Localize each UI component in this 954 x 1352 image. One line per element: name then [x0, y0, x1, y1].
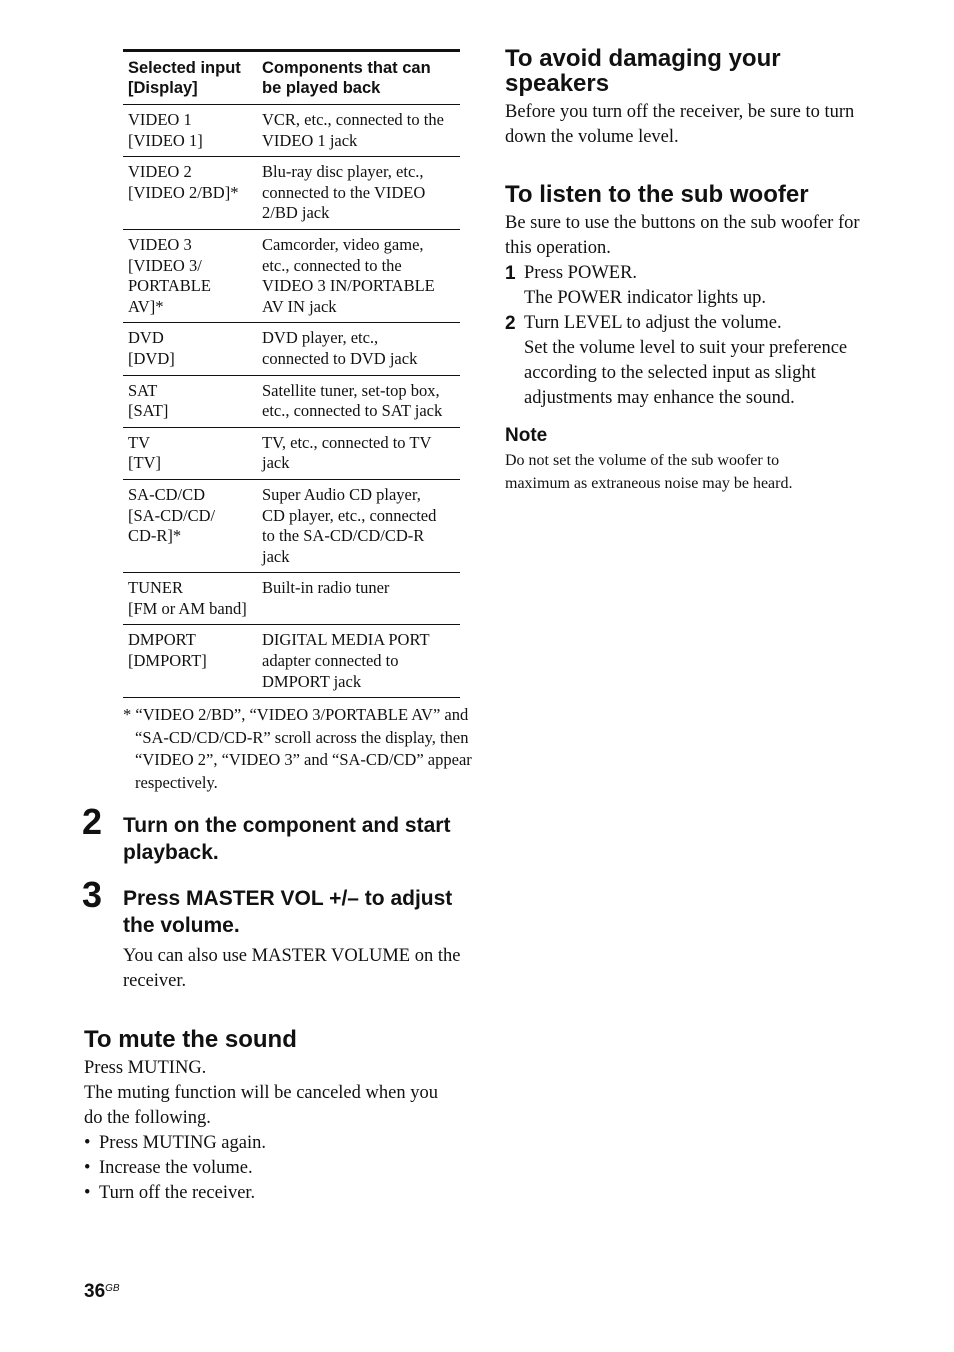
step-number: 1 [505, 263, 516, 284]
page-number: $36^{GB}$ [84, 1281, 120, 1302]
step-detail: Set the volume level to suit your preference according to the selected input as slight adjustments may enhance the sound. [524, 338, 848, 408]
avoid-damage-text: Before you turn off the receiver, be sure to turn down the volume level. [505, 102, 855, 147]
subwoofer-step-1 [505, 261, 885, 311]
table-row [123, 229, 460, 322]
avoid-damage-heading: To avoid damaging your speakers [505, 45, 781, 97]
mute-heading: To mute the sound [84, 1026, 297, 1053]
subwoofer-step-2 [505, 311, 885, 411]
components-cell: VCR, etc., connected to the VIDEO 1 jack [257, 105, 460, 157]
bullet-icon: • [84, 1158, 91, 1178]
table-footnote: * “VIDEO 2/BD”, “VIDEO 3/PORTABLE AV” and “SA-CD/CD/CD-R” scroll across the display, then “VIDEO 2”, “VIDEO 3” and “SA-CD/CD” appear respectively. [123, 705, 472, 792]
step-2-title: Turn on the component and start playback. [123, 814, 451, 864]
table-row [123, 479, 460, 572]
step-text: Press POWER. [524, 263, 638, 283]
components-cell: DIGITAL MEDIA PORT adapter connected to DMPORT jack [257, 625, 460, 698]
input-cell: DVD [DVD] [123, 323, 257, 375]
input-cell: SAT [SAT] [123, 375, 257, 427]
table-row [123, 323, 460, 375]
step-text: Turn LEVEL to adjust the volume. [524, 313, 782, 333]
list-item: • Increase the volume. [84, 1156, 266, 1181]
step-detail: The POWER indicator lights up. [524, 288, 767, 308]
mute-line-2: The muting function will be canceled when you do the following. [84, 1083, 438, 1128]
components-cell: Camcorder, video game, etc., connected to the VIDEO 3 IN/PORTABLE AV IN jack [257, 229, 460, 322]
components-cell: TV, etc., connected to TV jack [257, 427, 460, 479]
bullet-icon: • [84, 1133, 91, 1153]
note-heading: Note [505, 425, 548, 446]
components-cell: Blu-ray disc player, etc., connected to the VIDEO 2/BD jack [257, 157, 460, 230]
note-text: Do not set the volume of the sub woofer to maximum as extraneous noise may be heard. [505, 452, 793, 492]
page-suffix: GB [105, 1283, 120, 1294]
table-row [123, 375, 460, 427]
bullet-icon: • [84, 1183, 91, 1203]
input-cell: DMPORT [DMPORT] [123, 625, 257, 698]
table-header-row [123, 51, 460, 105]
components-cell: Satellite tuner, set-top box, etc., connected to SAT jack [257, 375, 460, 427]
input-cell: VIDEO 1 [VIDEO 1] [123, 105, 257, 157]
mute-bullet-list [84, 1131, 266, 1206]
input-cell: SA-CD/CD [SA-CD/CD/ CD-R]* [123, 479, 257, 572]
step-number: 2 [505, 313, 516, 334]
list-item: • Press MUTING again. [84, 1131, 266, 1156]
components-cell: DVD player, etc., connected to DVD jack [257, 323, 460, 375]
input-cell: TV [TV] [123, 427, 257, 479]
header-selected-input: Selected input [Display] [123, 51, 257, 105]
header-components: Components that can be played back [257, 51, 460, 105]
step-2-number: 2 [82, 801, 103, 842]
input-cell: TUNER [FM or AM band] [123, 573, 257, 625]
step-3-body: You can also use MASTER VOLUME on the receiver. [123, 946, 461, 991]
subwoofer-intro: Be sure to use the buttons on the sub woofer for this operation. [505, 213, 860, 258]
table-row [123, 157, 460, 230]
components-cell: Super Audio CD player, CD player, etc., connected to the SA-CD/CD/CD-R jack [257, 479, 460, 572]
table-row [123, 573, 460, 625]
step-3-title: Press MASTER VOL +/– to adjust the volume. [123, 887, 453, 937]
mute-line-1: Press MUTING. [84, 1058, 207, 1078]
table-row [123, 625, 460, 698]
input-cell: VIDEO 3 [VIDEO 3/ PORTABLE AV]* [123, 229, 257, 322]
step-3-number: 3 [82, 874, 103, 915]
input-table [123, 49, 460, 698]
input-cell: VIDEO 2 [VIDEO 2/BD]* [123, 157, 257, 230]
list-item: • Turn off the receiver. [84, 1181, 266, 1206]
table-row [123, 427, 460, 479]
components-cell: Built-in radio tuner [257, 573, 460, 625]
subwoofer-heading: To listen to the sub woofer [505, 181, 809, 208]
table-row [123, 105, 460, 157]
